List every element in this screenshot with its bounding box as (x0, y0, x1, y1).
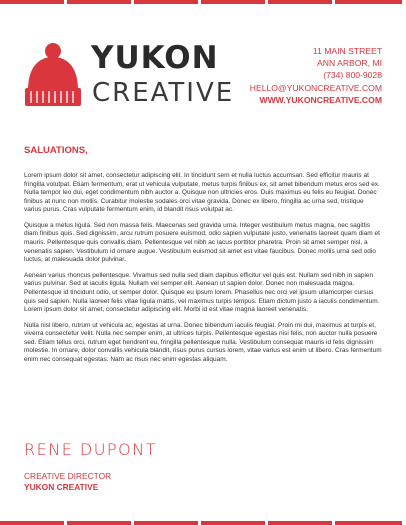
paragraph: Quisque a metus ligula. Sed non massa felis. Maecenas sed gravida urna. Integer vestibulum metus magna, nec sagittis diam finibus quis. Sed dignissim, arcu rutrum posuere euismod, odio sapien vulputate justo, venenatis laoreet quam diam et mauris. Pellentesque quis convallis diam. Pellentesque vel nibh ac lacus porttitor pharetra. Proin sit amet semper nisl, a venenatis sapien. Vestibulum id ornare augue. Vestibulum euismod sit amet est vitae faucibus. Donec mollis urna sed odio luctus, at malesuada dolor pulvinar. (24, 221, 380, 264)
bottom-stripe (0, 521, 406, 525)
paragraph: Aenean varius rhoncus pellentesque. Vivamus sed nulla sed diam dapibus efficitur vel quis est. Nullam sed nibh in sapien varius pulvinar. Sed at iaculis ligula. Nullam vel semper elit. Aenean ut sapien dolor. Donec non malesuada magna. Pellentesque id tincidunt odio, ut semper dolor. Quisque eu ipsum lorem. Phasellus nec orci vel ipsum ullamcorper cursus quis sed sapien. Nulla laoreet felis vitae ligula mattis, vel maximus turpis tempus. Etiam dictum justo a iaculis condimentum. Lorem ipsum dolor sit amet, consectetur adipiscing elit. Morbi id est vitae magna laoreet venenatis. (24, 271, 380, 314)
contact-website[interactable]: WWW.YUKONCREATIVE.COM (259, 94, 382, 105)
paragraph: Lorem ipsum dolor sit amet, consectetur adipiscing elit. In tincidunt sem et nulla luctus accumsan. Sed efficitur mauris at fringilla volutpat. Etiam fermentum, erat ut vehicula vulputate, metus turpis finibus ex, sit amet bibendum metus eros sed ex. Nulla tempor leo dui, eget condimentum nibh auctor a. Quisque non ultricies eros. Duis maximus eu felis eu feugiat. Donec finibus at nunc non mollis. Curabitur molestie sodales orci vitae gravida. Donec ex libero, fringilla ac urna sed, tristique varius purus. Cras vulputate fermentum enim, id blandit risus volutpat ac. (24, 172, 380, 214)
letter-body (24, 172, 382, 371)
brand-name-line2: CREATIVE (92, 78, 235, 108)
beanie-hat-icon (22, 42, 84, 108)
contact-street: 11 MAIN STREET (312, 46, 382, 56)
signature-name: RENE DUPONT (24, 440, 157, 459)
contact-phone: (734) 800-9028 (323, 70, 382, 81)
contact-block (222, 45, 382, 106)
brand-name-line1: YUKON (91, 40, 219, 76)
contact-email[interactable]: HELLO@YUKONCREATIVE.COM (249, 82, 382, 93)
contact-city: ANN ARBOR, MI (317, 58, 382, 69)
signature-block (24, 471, 111, 493)
brand-logo (22, 40, 235, 110)
signature-role: CREATIVE DIRECTOR (24, 471, 112, 481)
salutation: SALUATIONS, (24, 145, 88, 156)
top-stripe (0, 0, 406, 4)
paragraph: Nulla nisl libero, rutrum ut vehicula ac, egestas at urna. Donec bibendum iaculis feugiat. Proin mi dui, maximus at turpis et, viverra consectetur velit. Nulla nec semper enim, at ultrices turpis. Pellentesque egestas nisi felis, non auctor nulla posuere sed. Etiam tellus orci, rutrum eget hendrerit eu, fringilla pellentesque nulla. Vestibulum consequat mauris id felis dignissim molestie. In ornare, dolor convallis vehicula blandit, risus purus cursus lorem, vitae varius est enim ut libero. Cras fermentum enim nec consequat egestas. Nam ac risus nec enim egestas aliquam. (24, 321, 382, 363)
signature-company: YUKON CREATIVE (24, 482, 99, 492)
